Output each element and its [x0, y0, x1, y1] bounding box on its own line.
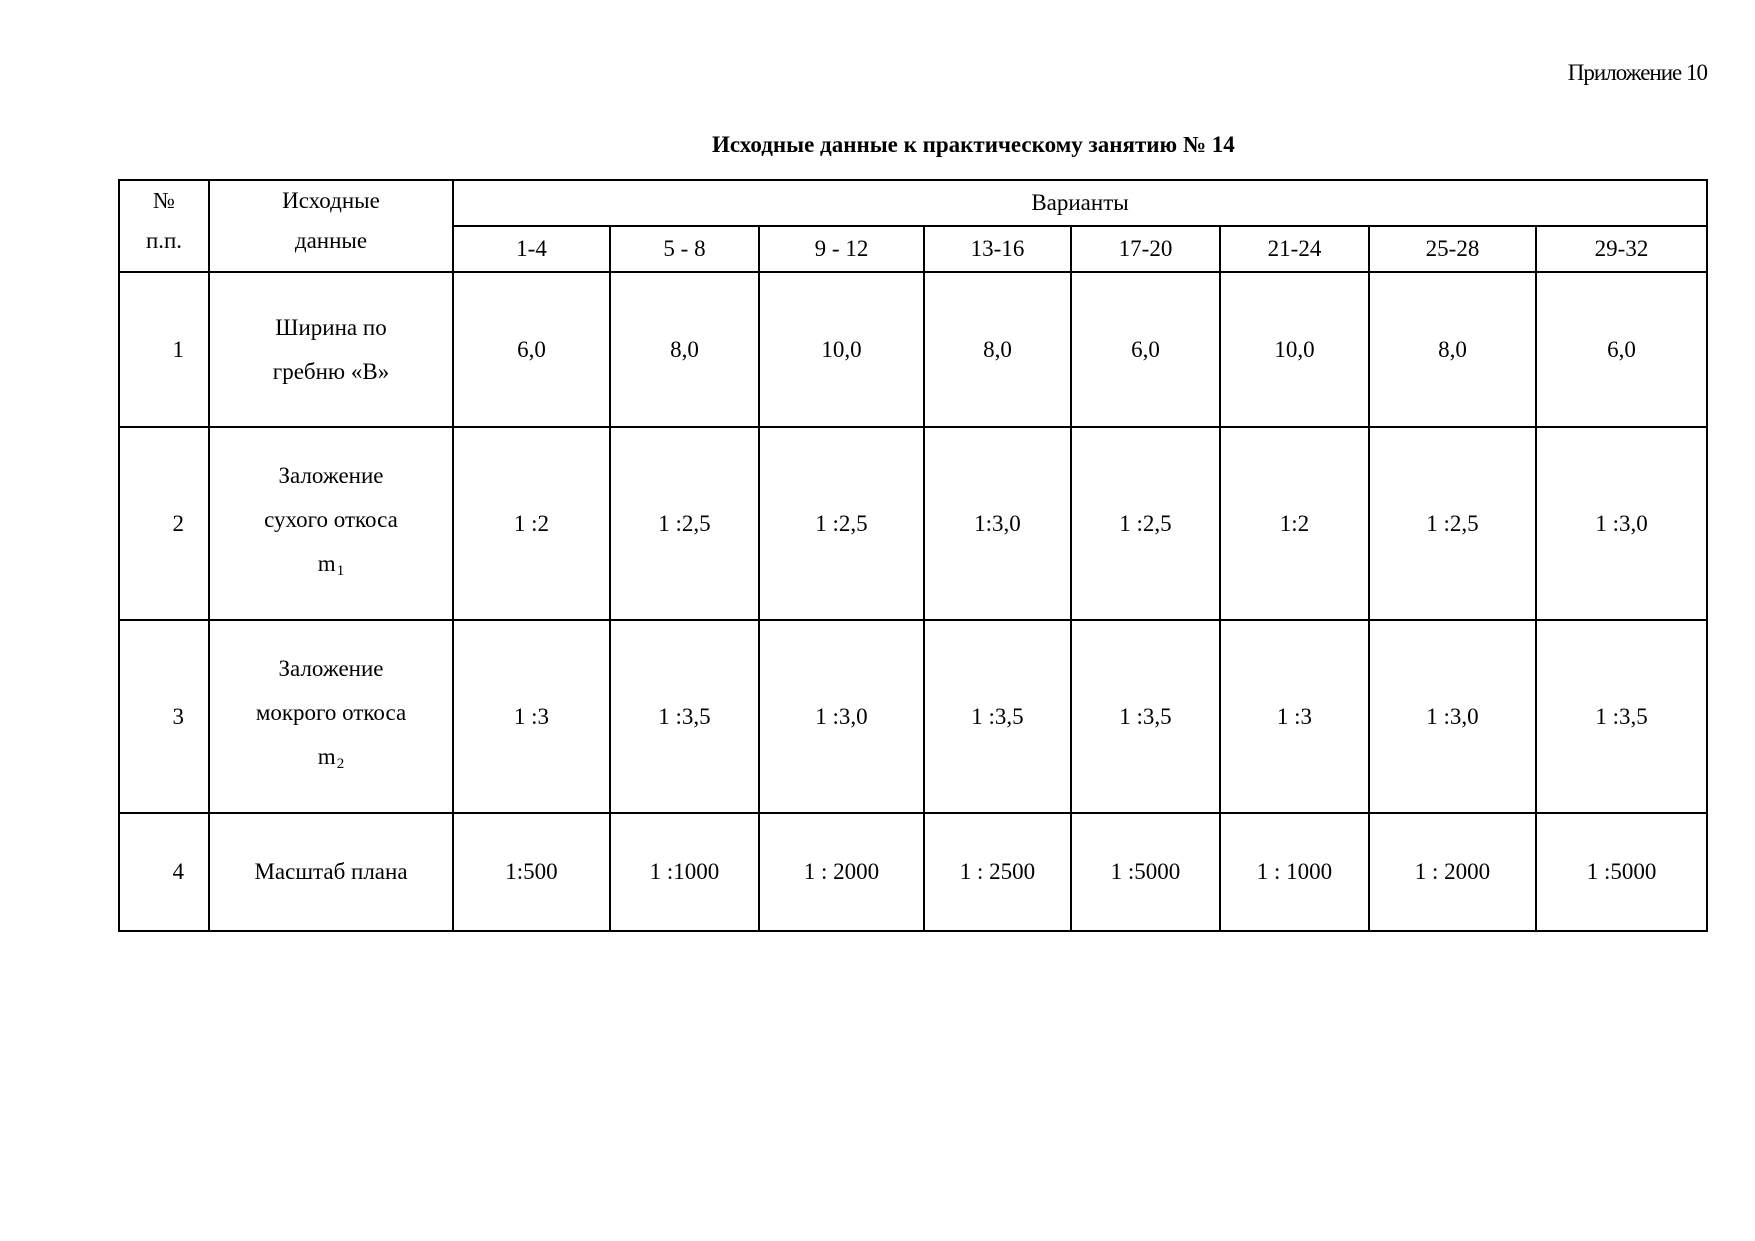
table-row — [119, 272, 1707, 427]
param-subscript: 2 — [336, 756, 345, 772]
variant-header: 9 - 12 — [759, 226, 924, 272]
value-cell: 1 : 2500 — [924, 813, 1071, 931]
value-cell: 1 :3,0 — [759, 620, 924, 813]
value-cell: 1 :3,5 — [1071, 620, 1220, 813]
variant-header: 17-20 — [1071, 226, 1220, 272]
value-cell: 8,0 — [1369, 272, 1536, 427]
header-params-line-1: Исходные — [282, 188, 380, 213]
param-line: сухого откоса — [264, 507, 398, 532]
header-variants-label: Варианты — [453, 180, 1707, 226]
value-cell: 6,0 — [453, 272, 610, 427]
value-cell: 1 :3,0 — [1536, 427, 1707, 620]
value-cell: 1 :3,0 — [1369, 620, 1536, 813]
appendix-label: Приложение 10 — [1567, 60, 1707, 85]
row-parameter — [209, 272, 453, 427]
param-symbol-line — [210, 735, 452, 786]
header-params-cell — [209, 180, 453, 272]
row-parameter — [209, 813, 453, 931]
header-row-1 — [119, 180, 1707, 226]
value-cell: 1 : 2000 — [759, 813, 924, 931]
value-cell: 1 :2,5 — [1071, 427, 1220, 620]
header-number-abbrev: п.п. — [145, 228, 183, 253]
value-cell: 8,0 — [610, 272, 759, 427]
row-number: 4 — [119, 813, 209, 931]
variant-header: 29-32 — [1536, 226, 1707, 272]
value-cell: 1 :3 — [1220, 620, 1369, 813]
param-line: мокрого откоса — [255, 700, 407, 725]
value-cell: 1 :2,5 — [610, 427, 759, 620]
source-data-table — [118, 179, 1708, 932]
value-cell: 1 :2,5 — [1369, 427, 1536, 620]
value-cell: 10,0 — [1220, 272, 1369, 427]
variant-header: 21-24 — [1220, 226, 1369, 272]
param-symbol-line — [210, 542, 452, 593]
value-cell: 1 :5000 — [1071, 813, 1220, 931]
value-cell: 1 : 2000 — [1369, 813, 1536, 931]
value-cell: 1 :3 — [453, 620, 610, 813]
value-cell: 6,0 — [1071, 272, 1220, 427]
value-cell: 1:3,0 — [924, 427, 1071, 620]
table-row — [119, 427, 1707, 620]
param-symbol: m — [317, 744, 336, 769]
variant-header: 1-4 — [453, 226, 610, 272]
page-title: Исходные данные к практическому занятию № 14 — [712, 132, 1235, 157]
header-number-cell — [119, 180, 209, 272]
row-number: 3 — [119, 620, 209, 813]
variant-header: 5 - 8 — [610, 226, 759, 272]
param-line: гребню «В» — [272, 358, 390, 384]
value-cell: 1 :3,5 — [610, 620, 759, 813]
row-number: 2 — [119, 427, 209, 620]
value-cell: 8,0 — [924, 272, 1071, 427]
value-cell: 1:2 — [1220, 427, 1369, 620]
header-number-symbol: № — [153, 188, 175, 213]
row-parameter — [209, 427, 453, 620]
value-cell: 1 :5000 — [1536, 813, 1707, 931]
value-cell: 1 :2 — [453, 427, 610, 620]
table-row — [119, 813, 1707, 931]
row-parameter — [209, 620, 453, 813]
table-row — [119, 620, 1707, 813]
variant-header: 25-28 — [1369, 226, 1536, 272]
value-cell: 1 :3,5 — [1536, 620, 1707, 813]
param-symbol: m — [317, 551, 336, 576]
value-cell: 6,0 — [1536, 272, 1707, 427]
variant-header: 13-16 — [924, 226, 1071, 272]
value-cell: 1 :1000 — [610, 813, 759, 931]
value-cell: 1 :3,5 — [924, 620, 1071, 813]
param-subscript: 1 — [336, 563, 345, 579]
value-cell: 1 :2,5 — [759, 427, 924, 620]
param-line: Масштаб плана — [254, 859, 408, 884]
value-cell: 1 : 1000 — [1220, 813, 1369, 931]
param-line: Заложение — [278, 463, 384, 488]
param-line: Заложение — [278, 656, 384, 681]
value-cell: 10,0 — [759, 272, 924, 427]
value-cell: 1:500 — [453, 813, 610, 931]
row-number: 1 — [119, 272, 209, 427]
header-params-line-2: данные — [294, 228, 368, 253]
param-line: Ширина по — [275, 314, 387, 340]
